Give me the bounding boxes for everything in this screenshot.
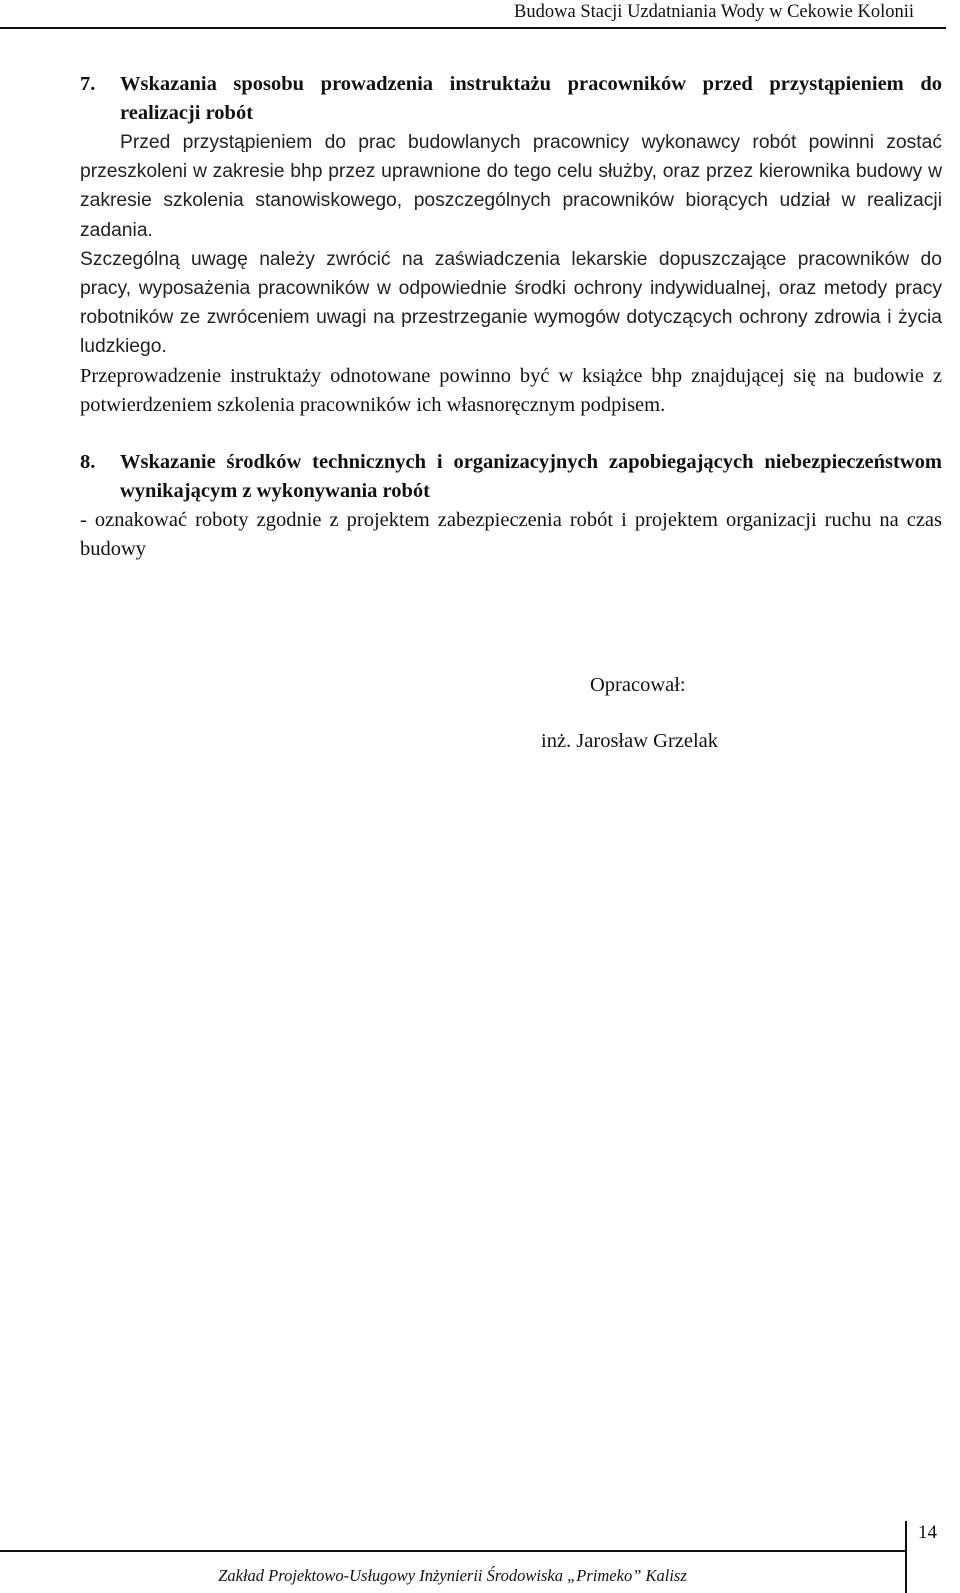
section-7 xyxy=(80,70,942,420)
paragraph: - oznakować roboty zgodnie z projektem zabezpieczenia robót i projektem organizacji ruchu na czas budowy xyxy=(80,509,942,561)
section-heading xyxy=(80,70,942,128)
footer-company: Zakład Projektowo-Usługowy Inżynierii Środowiska „Primeko” Kalisz xyxy=(218,1566,687,1585)
section-title: Wskazanie środków technicznych i organizacyjnych zapobiegających niebezpieczeństwom wynikającym z wykonywania robót xyxy=(120,451,942,503)
header-divider xyxy=(0,27,946,29)
document-body xyxy=(80,70,942,564)
document-title: Budowa Stacji Uzdatniania Wody w Cekowie Kolonii xyxy=(514,2,914,22)
page-number: 14 xyxy=(918,1522,937,1543)
section-number: 8. xyxy=(80,451,96,474)
section-8 xyxy=(80,448,942,564)
paragraph: Szczególną uwagę należy zwrócić na zaświadczenia lekarskie dopuszczające pracowników do pracy, wyposażenia pracowników w odpowiednie środki ochrony indywidualnej, oraz metody pracy robotników ze zwróceniem uwagi na przestrzeganie wymogów dotyczących ochrony zdrowia i życia ludzkiego. xyxy=(80,248,942,358)
section-title: Wskazania sposobu prowadzenia instruktażu pracowników przed przystąpieniem do realizacji robót xyxy=(120,73,942,124)
paragraph: Przed przystąpieniem do prac budowlanych pracownicy wykonawcy robót powinni zostać przeszkoleni w zakresie bhp przez uprawnione do tego celu służby, oraz przez kierownika budowy w zakresie szkolenia stanowiskowego, poszczególnych pracowników biorących udział w realizacji zadania. xyxy=(80,132,942,241)
signature-label: Opracował: xyxy=(590,674,686,696)
section-heading xyxy=(80,448,942,506)
footer-divider xyxy=(0,1550,905,1552)
page-header xyxy=(0,0,960,34)
paragraph: Przeprowadzenie instruktaży odnotowane powinno być w książce bhp znajdującej się na budowie z potwierdzeniem szkolenia pracowników ich własnoręcznym podpisem. xyxy=(80,364,942,416)
section-number: 7. xyxy=(80,73,96,95)
signature-name: inż. Jarosław Grzelak xyxy=(541,730,719,752)
